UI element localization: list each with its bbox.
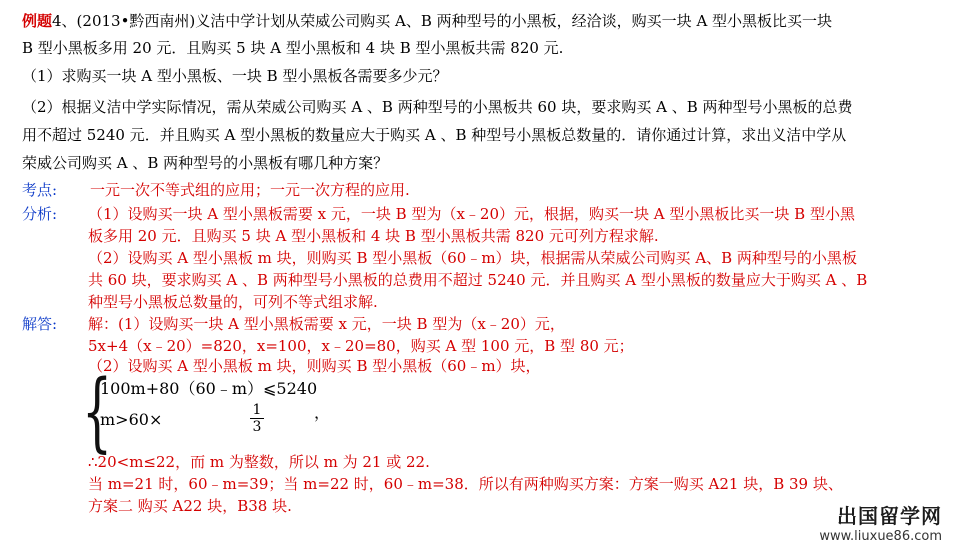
jieda-line-6: 方案二 购买 A22 块，B38 块. [88,497,292,515]
problem-line-2: B 型小黑板多用 20 元．且购买 5 块 A 型小黑板和 4 块 B 型小黑板共需 820 元. [22,39,564,57]
fenxi-label: 分析: [22,205,58,223]
system-brace: { [82,362,113,462]
inequality-2: m>60× [100,410,163,429]
system-comma: ， [314,403,331,422]
fenxi-line-3: （2）设购买 A 型小黑板 m 块，则购买 B 型小黑板（60﹣m）块，根据需从荣威公司购买 A、B 两种型号的小黑板 [88,249,857,267]
jieda-label: 解答: [22,315,58,333]
jieda-line-4: ∴20<m≤22，而 m 为整数，所以 m 为 21 或 22. [88,453,430,471]
fraction-one-third [250,402,264,435]
problem-text-1: 4、(2013•黔西南州)义洁中学计划从荣威公司购买 A、B 两种型号的小黑板，经洽谈，购买一块 A 型小黑板比买一块 [52,12,833,30]
inequality-system [82,362,342,462]
fraction-numerator: 1 [250,402,264,419]
inequality-1: 100m+80（60﹣m）⩽5240 [100,379,318,398]
question-1: （1）求购买一块 A 型小黑板、一块 B 型小黑板各需要多少元？ [22,67,448,85]
question-2-line-3: 荣威公司购买 A 、B 两种型号的小黑板有哪几种方案？ [22,154,389,172]
example-label: 例题 [22,12,53,30]
jieda-line-5: 当 m=21 时，60﹣m=39；当 m=22 时，60﹣m=38．所以有两种购买方案：方案一购买 A21 块，B 39 块、 [88,475,843,493]
fraction-denominator: 3 [252,419,262,435]
problem-line-1 [22,11,832,31]
fenxi-line-5: 种型号小黑板总数量的，可列不等式组求解. [88,293,378,311]
question-2-line-1: （2）根据义洁中学实际情况，需从荣威公司购买 A 、B 两种型号的小黑板共 60 块，要求购买 A 、B 两种型号小黑板的总费 [22,98,853,116]
watermark-url: www.liuxue86.com [819,529,942,544]
jieda-line-2: 5x+4（x﹣20）=820，x=100，x﹣20=80，购买 A 型 100 元，B 型 80 元； [88,337,634,355]
kaodian-text: 一元一次不等式组的应用；一元一次方程的应用. [90,181,410,199]
jieda-line-1: 解：(1）设购买一块 A 型小黑板需要 x 元，一块 B 型为（x﹣20）元， [88,315,565,333]
jieda-line-3: （2）设购买 A 型小黑板 m 块，则购买 B 型小黑板（60﹣m）块， [88,357,541,375]
fenxi-line-2: 板多用 20 元．且购买 5 块 A 型小黑板和 4 块 B 型小黑板共需 820 元可列方程求解. [88,227,659,245]
kaodian-label: 考点: [22,181,58,199]
watermark-title: 出国留学网 [837,504,942,528]
fenxi-line-4: 共 60 块，要求购买 A 、B 两种型号小黑板的总费用不超过 5240 元．并且购买 A 型小黑板的数量应大于购买 A 、B [88,271,868,289]
question-2-line-2: 用不超过 5240 元．并且购买 A 型小黑板的数量应大于购买 A 、B 种型号小黑板总数量的．请你通过计算，求出义洁中学从 [22,126,847,144]
fenxi-line-1: （1）设购买一块 A 型小黑板需要 x 元，一块 B 型为（x﹣20）元，根据，购买一块 A 型小黑板比买一块 B 型小黑 [88,205,855,223]
watermark [819,500,942,544]
